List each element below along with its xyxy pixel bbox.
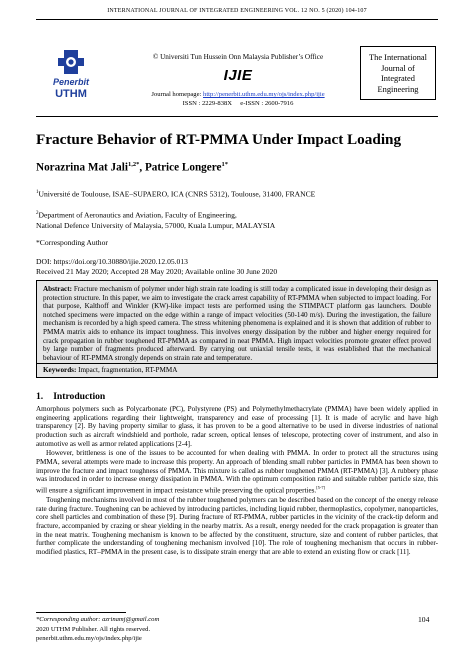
- logo-text-penerbit: Penerbit: [52, 77, 90, 87]
- journal-box-line-4: Engineering: [377, 84, 419, 94]
- abstract-text: Fracture mechanism of polymer under high strain rate loading is still today a complicated issue in developing their design as protection structure. In this paper, we aim to investigate the crack arrest capability of RT-PMMA when subjected to impact loading. For that purpose, Kalthoff and Winkler (KW)-like impact tests are performed using the STIMPACT platform gas launchers. Double notched specimens were impacted on the edge within a range of impact velocities (50-140 m/s). During the investigation, the failure mechanism is recorded by a high speed camera. The stress whitening phenomena is explained and it is shown that addition of rubber to PMMA matrix aids to enhance its impact toughness. This involves energy dissipation by the rubber and higher energy required for crack propagation in rubber toughened RT-PMMA as compared in neat PMMA. High impact velocities promote greater effect proved by large number of fragments produced afterward. By carrying out uniaxial tensile tests, it was established that the mechanical behaviour of RT-PMMA strongly depends on strain rate and temperature.: [43, 285, 431, 362]
- abstract-box: [36, 280, 438, 364]
- footnote-divider: [36, 612, 126, 613]
- paragraph-2-citation: [5-7]: [316, 484, 326, 490]
- journal-box-line-2: Journal of: [381, 63, 415, 73]
- author-separator: ,: [139, 161, 145, 174]
- paragraph-1: Amorphous polymers such as Polycarbonate (PC), Polystyrene (PS) and Polymethylmethacrylate (PMMA) have been widely applied in engineering applications regarding their lightweight, transparency and ease of processing [1]. It is made of acrylic and have high transparency [2]. By having property similar to glass, it has proven to be a good alternative to be used in diverse industries of national production such as aircraft windshield and porthole, radar screen, optical lenses of telescope, protecting cover of instrument, and also in automotive as well as armor related applications [2-4].: [36, 405, 438, 448]
- section-heading-introduction: [36, 391, 105, 402]
- author-2-affiliation-mark: 1*: [221, 161, 228, 168]
- issn-line: ISSN : 2229-838X e-ISSN : 2600-7916: [182, 100, 294, 107]
- logo-text-uthm: UTHM: [55, 88, 87, 100]
- title-divider: [36, 116, 438, 117]
- paragraph-3: Toughening mechanisms involved in most of the rubber toughened polymers can be described based on the concept of the energy release rate during fracture. Toughening can be achieved by introducing particles, including liquid rubber, thermoplastics, copolymer, nanoparticles, core shell particles and combination of these [9]. During fracture of RT-PMMA, rubber particles in the vicinity of the crack-tip deform and fracture, accompanied by crazing or shear yielding in the nearby matrix. As a result, energy needed for the crack propagation is greater than in the neat matrix. Toughening mechanism is known to be affected by the constituent, structure, size and content of rubber particles, that further complicate the understanding of toughening mechanism involved [10]. The role of toughening mechanism that occurs in rubber-modified plastics, RT–PMMA in the present case, is to dissipate strain energy that are able to extend an existing flow or crack [11].: [36, 495, 438, 556]
- received-dates: Received 21 May 2020; Accepted 28 May 2020; Available online 30 June 2020: [36, 267, 278, 276]
- author-1-affiliation-mark: 1,2*: [127, 161, 140, 168]
- affiliation-2-line-1: Department of Aeronautics and Aviation, Faculty of Engineering,: [38, 210, 237, 220]
- journal-name-box: [360, 46, 436, 100]
- paragraph-2-text: However, brittleness is one of the issues to be accounted for when dealing with PMMA. In order to protect all the structures using PMMA, several attempts were made to increase this property. An approach of blending small rubber particles in PMMA has been shown to improve the fracture and impact toughness of PMMA. This mixture is called as rubber toughened PMMA (RT-PMMA) [3]. A rubbery phase was introduced in order to increase energy dissipation in PMMA. With the optimum composition ratio and suitable rubber particle size, this will ensure a significant improvement in impact resistance while preserving the optical properties.: [36, 449, 438, 495]
- footnote-corresponding-email: *Corresponding author: azrinamj@gmail.com: [36, 616, 160, 623]
- keywords-text: Impact, fragmentation, RT-PMMA: [78, 366, 178, 374]
- affiliation-2: [36, 209, 438, 231]
- paper-title: Fracture Behavior of RT-PMMA Under Impact Loading: [36, 131, 402, 148]
- journal-abbreviation: IJIE: [223, 67, 253, 84]
- affiliation-2-line-2: National Defence University of Malaysia, 57000, Kuala Lumpur, MALAYSIA: [36, 220, 276, 230]
- keywords-box: [36, 364, 438, 378]
- author-1: Norazrina Mat Jali: [36, 161, 128, 174]
- section-title: Introduction: [53, 391, 106, 402]
- journal-box-line-1: The International: [369, 53, 427, 62]
- corresponding-author-note: *Corresponding Author: [36, 238, 108, 247]
- header-divider: [36, 19, 438, 20]
- affiliation-1-mark: 1: [36, 190, 39, 195]
- section-number: 1.: [36, 391, 44, 402]
- uthm-logo-icon: [40, 46, 102, 100]
- running-header: INTERNATIONAL JOURNAL OF INTEGRATED ENGINEERING VOL. 12 NO. 5 (2020) 104-107: [107, 8, 367, 14]
- affiliation-1: [36, 188, 438, 200]
- abstract-label: Abstract:: [43, 285, 72, 293]
- homepage-link[interactable]: http://penerbit.uthm.edu.my/ojs/index.php/ijie: [203, 91, 325, 98]
- publisher-line: © Universiti Tun Hussein Onn Malaysia Publisher’s Office: [152, 53, 324, 61]
- doi-line[interactable]: DOI: https://doi.org/10.30880/ijie.2020.12.05.013: [36, 257, 188, 266]
- author-2: Patrice Longere: [144, 161, 222, 174]
- homepage-prefix: Journal homepage:: [151, 91, 204, 98]
- keywords-label: Keywords:: [43, 366, 77, 374]
- introduction-body: [36, 405, 438, 558]
- page-number: 104: [418, 615, 430, 624]
- affiliation-2-mark: 2: [36, 211, 39, 216]
- publisher-logo: [40, 46, 102, 100]
- paragraph-2: [36, 449, 438, 495]
- journal-box-line-3: Integrated: [381, 74, 415, 83]
- footnote-copyright: 2020 UTHM Publisher. All rights reserved.: [36, 626, 151, 633]
- footnote-url: penerbit.uthm.edu.my/ojs/index.php/ijie: [36, 635, 142, 642]
- affiliation-1-text: Université de Toulouse, ISAE–SUPAERO, ICA (CNRS 5312), Toulouse, 31400, FRANCE: [38, 189, 316, 199]
- journal-homepage: [118, 91, 358, 98]
- author-list: [36, 161, 438, 174]
